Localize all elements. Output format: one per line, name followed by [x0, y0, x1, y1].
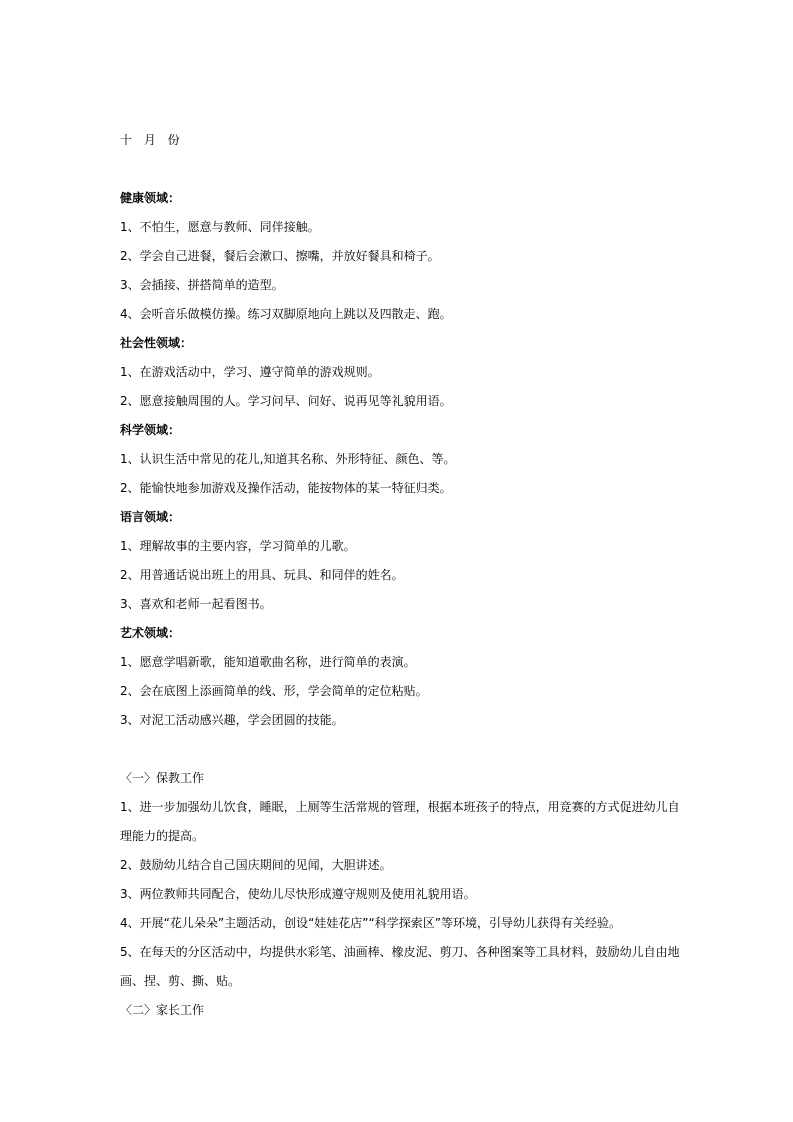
list-item: 1、愿意学唱新歌，能知道歌曲名称，进行简单的表演。: [120, 655, 416, 669]
list-item: 1、进一步加强幼儿饮食，睡眠，上厕等生活常规的管理，根据本班孩子的特点，用竞赛的方式促进幼儿自: [120, 800, 680, 814]
list-item: 2、会在底图上添画简单的线、形，学会简单的定位粘贴。: [120, 684, 428, 698]
parent-section: [120, 996, 680, 1025]
list-item: 2、用普通话说出班上的用具、玩具、和同伴的姓名。: [120, 568, 404, 582]
list-item: 4、会听音乐做模仿操。练习双脚原地向上跳以及四散走、跑。: [120, 307, 452, 321]
domain-title: 社会性领域：: [120, 336, 193, 350]
list-item: 2、学会自己进餐，餐后会漱口、擦嘴，并放好餐具和椅子。: [120, 249, 440, 263]
list-item: 2、鼓励幼儿结合自己国庆期间的见闻，大胆讲述。: [120, 858, 392, 872]
domain-title: 语言领域：: [120, 510, 181, 524]
domain-block-language: [120, 503, 680, 619]
month-title: 十 月 份: [120, 133, 184, 147]
section-title-care: 〈一〉保教工作: [120, 771, 205, 785]
list-item: 4、开展“花儿朵朵”主题活动，创设“娃娃花店”“科学探索区”等环境，引导幼儿获得有关经验。: [120, 916, 621, 930]
list-item: 1、在游戏活动中，学习、遵守简单的游戏规则。: [120, 365, 380, 379]
care-section: [120, 764, 680, 996]
list-item: 5、在每天的分区活动中，均提供水彩笔、油画棒、橡皮泥、剪刀、各种图案等工具材料，鼓励幼儿自由地: [120, 945, 680, 959]
list-item: 3、两位教师共同配合，使幼儿尽快形成遵守规则及使用礼貌用语。: [120, 887, 476, 901]
section-title-parent: 〈二〉家长工作: [120, 1003, 205, 1017]
list-item-continuation: 画、捏、剪、撕、贴。: [120, 974, 241, 988]
document-body: [120, 126, 680, 1025]
list-item: 1、理解故事的主要内容，学习简单的儿歌。: [120, 539, 356, 553]
domain-block-social: [120, 329, 680, 416]
list-item-continuation: 理能力的提高。: [120, 829, 205, 843]
list-item: 3、对泥工活动感兴趣，学会团圆的技能。: [120, 713, 344, 727]
list-item: 3、会插接、拼搭简单的造型。: [120, 278, 284, 292]
list-item: 1、认识生活中常见的花儿,知道其名称、外形特征、颜色、等。: [120, 452, 456, 466]
domain-block-art: [120, 619, 680, 735]
list-item: 3、喜欢和老师一起看图书。: [120, 597, 272, 611]
spacer: [120, 735, 680, 764]
domain-title: 科学领域：: [120, 423, 181, 437]
list-item: 1、不怕生，愿意与教师、同伴接触。: [120, 220, 320, 234]
list-item: 2、愿意接触周围的人。学习问早、问好、说再见等礼貌用语。: [120, 394, 452, 408]
domain-block-science: [120, 416, 680, 503]
list-item: 2、能愉快地参加游戏及操作活动，能按物体的某一特征归类。: [120, 481, 452, 495]
domain-title: 健康领域：: [120, 191, 181, 205]
domain-title: 艺术领域：: [120, 626, 181, 640]
domain-block-health: [120, 184, 680, 329]
